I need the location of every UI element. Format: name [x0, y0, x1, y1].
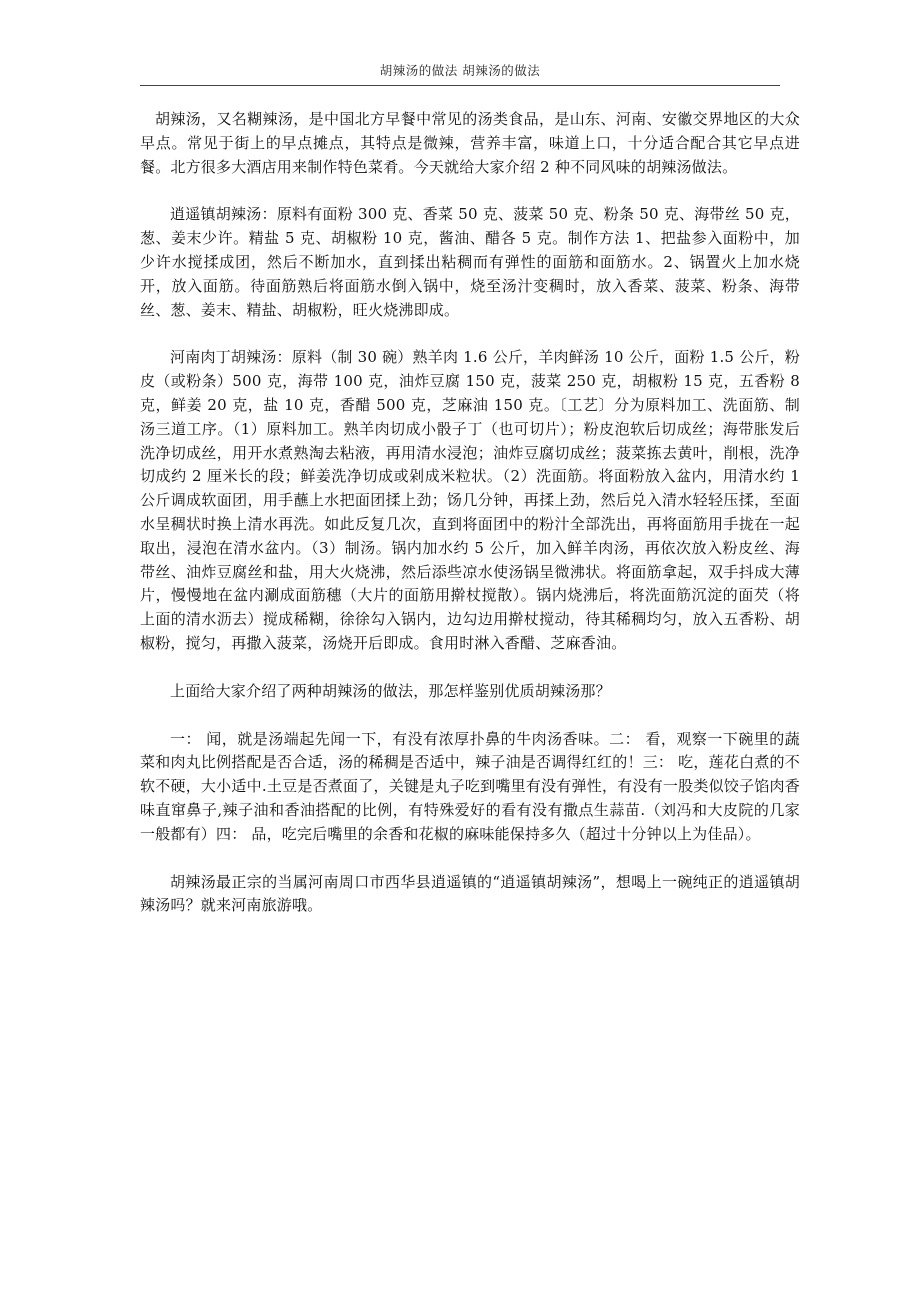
paragraph-gap — [140, 179, 800, 203]
paragraph-gap — [140, 322, 800, 346]
paragraph-gap — [140, 656, 800, 680]
document-body — [140, 108, 800, 918]
paragraph-gap — [140, 847, 800, 871]
header-rule — [140, 85, 780, 86]
intro-paragraph: 胡辣汤，又名糊辣汤，是中国北方早餐中常见的汤类食品，是山东、河南、安徽交界地区的大众早点。常见于街上的早点摊点，其特点是微辣，营养丰富，味道上口，十分适合配合其它早点进餐。北方很多大酒店用来制作特色菜肴。今天就给大家介绍 2 种不同风味的胡辣汤做法。 — [140, 110, 800, 176]
page-header-title: 胡辣汤的做法 胡辣汤的做法 — [379, 63, 541, 78]
closing-paragraph: 胡辣汤最正宗的当属河南周口市西华县逍遥镇的“逍遥镇胡辣汤”，想喝上一碗纯正的逍遥镇胡辣汤吗？就来河南旅游哦。 — [140, 872, 800, 915]
henan-recipe-paragraph: 河南肉丁胡辣汤：原料（制 30 碗）熟羊肉 1.6 公斤，羊肉鲜汤 10 公斤，面粉 1.5 公斤，粉皮（或粉条）500 克，海带 100 克，油炸豆腐 150 克，菠菜 250 克，胡椒粉 15 克，五香粉 8 克，鲜姜 20 克，盐 10 克，香醋 500 克，芝麻油 150 克。〔工艺〕分为原料加工、洗面筋、制汤三道工序。（1）原料加工。熟羊肉切成小骰子丁（也可切片）；粉皮泡软后切成丝；海带胀发后洗净切成丝，用开水煮熟淘去粘液，再用清水浸泡；油炸豆腐切成丝；菠菜拣去黄叶，削根，洗净切成约 2 厘米长的段；鲜姜洗净切成或剁成米粒状。（2）洗面筋。将面粉放入盆内，用清水约 1 公斤调成软面团，用手蘸上水把面团揉上劲；饧几分钟，再揉上劲，然后兑入清水轻轻压揉，至面水呈稠状时换上清水再洗。如此反复几次，直到将面团中的粉汁全部洗出，再将面筋用手拢在一起取出，浸泡在清水盆内。（3）制汤。锅内加水约 5 公斤，加入鲜羊肉汤，再依次放入粉皮丝、海带丝、油炸豆腐丝和盐，用大火烧沸，然后添些凉水使汤锅呈微沸状。将面筋拿起，双手抖成大薄片，慢慢地在盆内涮成面筋穗（大片的面筋用擀杖搅散）。锅内烧沸后，将洗面筋沉淀的面芡（将上面的清水沥去）搅成稀糊，徐徐勾入锅内，边勾边用擀杖搅动，待其稀稠均匀，放入五香粉、胡椒粉，搅匀，再撒入菠菜，汤烧开后即成。食用时淋入香醋、芝麻香油。 — [140, 348, 800, 652]
identify-steps-paragraph: 一： 闻，就是汤端起先闻一下，有没有浓厚扑鼻的牛肉汤香味。二： 看，观察一下碗里的蔬菜和肉丸比例搭配是否合适，汤的稀稠是否适中，辣子油是否调得红红的！三： 吃，莲花白煮的不软不硬，大小适中.土豆是否煮面了，关键是丸子吃到嘴里有没有弹性，有没有一股类似饺子馅肉香味直窜鼻子,辣子油和香油搭配的比例，有特殊爱好的看有没有撒点生蒜苗.（刘冯和大皮院的几家一般都有）四： 品，吃完后嘴里的余香和花椒的麻味能保持多久（超过十分钟以上为佳品）。 — [140, 729, 800, 843]
xiaoyao-recipe-paragraph: 逍遥镇胡辣汤：原料有面粉 300 克、香菜 50 克、菠菜 50 克、粉条 50 克、海带丝 50 克，葱、姜末少许。精盐 5 克、胡椒粉 10 克，酱油、醋各 5 克。制作方法 1、把盐参入面粉中，加少许水搅揉成团，然后不断加水，直到揉出粘稠而有弹性的面筋和面筋水。2、锅置火上加水烧开，放入面筋。待面筋熟后将面筋水倒入锅中，烧至汤汁变稠时，放入香菜、菠菜、粉条、海带丝、葱、姜末、精盐、胡椒粉，旺火烧沸即成。 — [140, 205, 800, 319]
identify-question-paragraph: 上面给大家介绍了两种胡辣汤的做法，那怎样鉴别优质胡辣汤那？ — [170, 681, 611, 700]
paragraph-gap — [140, 704, 800, 728]
